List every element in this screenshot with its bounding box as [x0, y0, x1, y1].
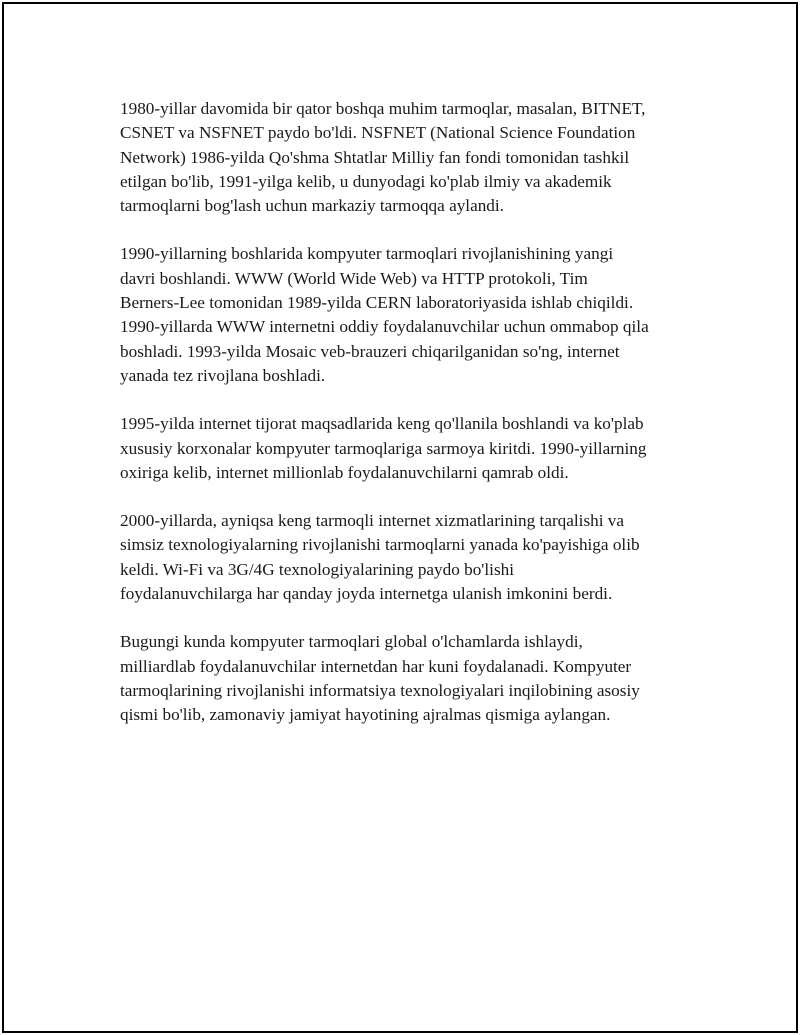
text-line: tarmoqlarining rivojlanishi informatsiya texnologiyalari inqilobining asosiy	[120, 680, 640, 700]
text-line: milliardlab foydalanuvchilar internetdan har kuni foydalanadi. Kompyuter	[120, 656, 632, 676]
text-line: 2000-yillarda, ayniqsa keng tarmoqli internet xizmatlarining tarqalishi va	[120, 511, 625, 531]
text-line: yanada tez rivojlana boshladi.	[120, 365, 326, 385]
text-line: foydalanuvchilarga har qanday joyda internetga ulanish imkonini berdi.	[120, 584, 613, 604]
text-line: 1990-yillarda WWW internetni oddiy foydalanuvchilar uchun ommabop qila	[120, 317, 649, 337]
paragraph-1980s-networks	[120, 97, 710, 218]
text-line: CSNET va NSFNET paydo bo'ldi. NSFNET (National Science Foundation	[120, 123, 636, 143]
paragraph-2000s-broadband	[120, 509, 710, 606]
text-line: xususiy korxonalar kompyuter tarmoqlariga sarmoya kiritdi. 1990-yillarning	[120, 438, 647, 458]
paragraph-1995-commercial	[120, 412, 710, 485]
text-line: Network) 1986-yilda Qo'shma Shtatlar Milliy fan fondi tomonidan tashkil	[120, 147, 630, 167]
document-body	[120, 97, 710, 752]
paragraph-today	[120, 630, 710, 727]
text-line: Berners-Lee tomonidan 1989-yilda CERN laboratoriyasida ishlab chiqildi.	[120, 293, 634, 313]
text-line: 1990-yillarning boshlarida kompyuter tarmoqlari rivojlanishining yangi	[120, 244, 614, 264]
text-line: etilgan bo'lib, 1991-yilga kelib, u dunyodagi ko'plab ilmiy va akademik	[120, 171, 612, 191]
text-line: 1980-yillar davomida bir qator boshqa muhim tarmoqlar, masalan, BITNET,	[120, 99, 646, 118]
text-line: 1995-yilda internet tijorat maqsadlarida keng qo'llanila boshlandi va ko'plab	[120, 414, 644, 434]
text-line: tarmoqlarni bog'lash uchun markaziy tarmoqqa aylandi.	[120, 196, 504, 216]
text-line: simsiz texnologiyalarning rivojlanishi tarmoqlarni yanada ko'payishiga olib	[120, 535, 640, 555]
text-line: boshladi. 1993-yilda Mosaic veb-brauzeri chiqarilganidan so'ng, internet	[120, 341, 620, 361]
text-line: davri boshlandi. WWW (World Wide Web) va HTTP protokoli, Tim	[120, 268, 588, 288]
page-frame	[2, 2, 798, 1033]
text-line: Bugungi kunda kompyuter tarmoqlari global o'lchamlarda ishlaydi,	[120, 632, 583, 652]
text-line: keldi. Wi-Fi va 3G/4G texnologiyalarining paydo bo'lishi	[120, 559, 515, 579]
text-line: oxiriga kelib, internet millionlab foydalanuvchilarni qamrab oldi.	[120, 462, 569, 482]
text-line: qismi bo'lib, zamonaviy jamiyat hayotining ajralmas qismiga aylangan.	[120, 705, 611, 725]
paragraph-1990s-www	[120, 242, 710, 388]
